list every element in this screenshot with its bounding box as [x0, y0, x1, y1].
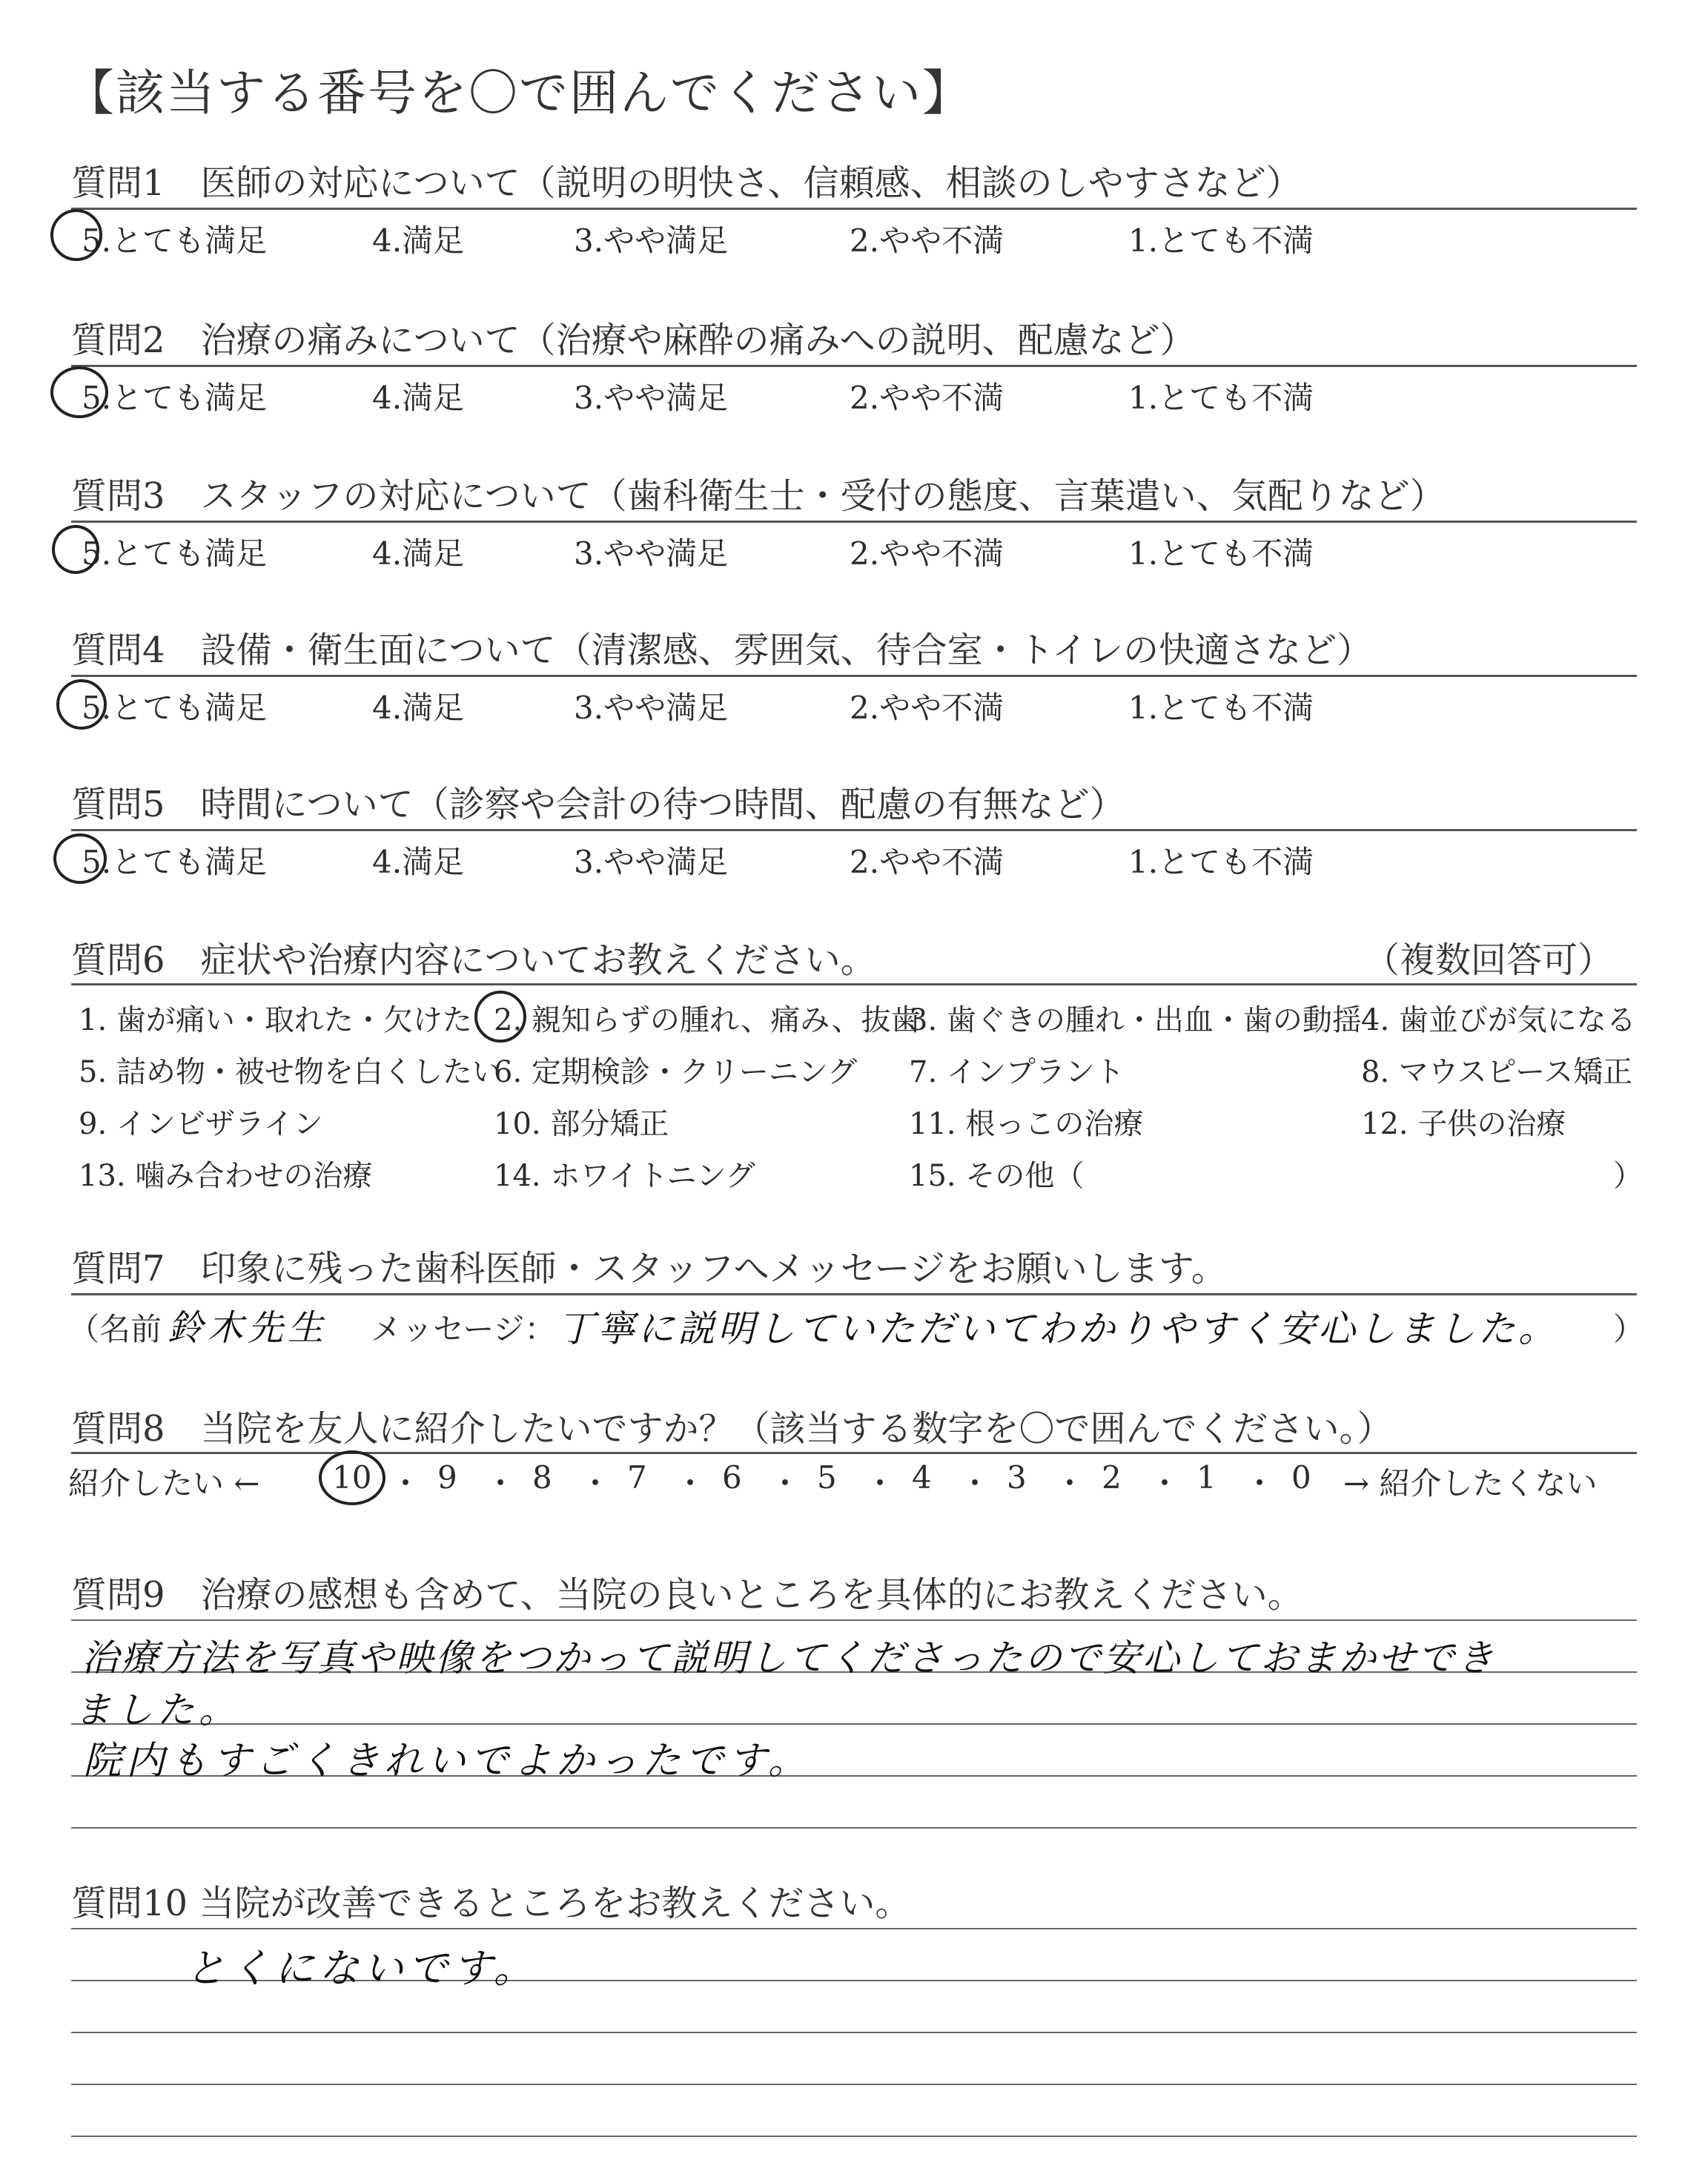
q4-selected-circle	[56, 679, 107, 730]
q5-option-5[interactable]: 5.とても満足	[82, 844, 268, 880]
question-8-rule	[71, 1452, 1637, 1454]
q8-separator: ・	[769, 1465, 801, 1502]
q6-item-2[interactable]: 2. 親知らずの腫れ、痛み、抜歯	[494, 1003, 921, 1037]
q2-option-1[interactable]: 1.とても不満	[1128, 380, 1314, 416]
q9-answer-line-3[interactable]: 院内もすごくきれいでよかったです。	[83, 1739, 811, 1783]
q3-option-4[interactable]: 4.満足	[372, 535, 465, 572]
question-6-note: （複数回答可）	[1364, 939, 1614, 981]
q5-option-4[interactable]: 4.満足	[372, 844, 465, 880]
question-3-label: 質問3 スタッフの対応について（歯科衛生士・受付の態度、言葉遣い、気配りなど）	[71, 475, 1446, 517]
q8-separator: ・	[1244, 1465, 1276, 1502]
q4-option-2[interactable]: 2.やや不満	[850, 690, 1004, 726]
q1-selected-circle	[50, 209, 102, 261]
q10-line-5	[71, 2136, 1637, 2137]
q7-close-paren: ）	[1613, 1311, 1645, 1347]
question-6-rule	[71, 983, 1637, 985]
q8-value-3[interactable]: 3	[1007, 1459, 1027, 1496]
q6-item-9[interactable]: 9. インビザライン	[79, 1107, 323, 1141]
q6-item-3[interactable]: 3. 歯ぐきの腫れ・出血・歯の動揺	[909, 1003, 1362, 1037]
q7-message-label: メッセージ：	[371, 1311, 556, 1347]
question-5-rule	[71, 829, 1637, 831]
q1-option-4[interactable]: 4.満足	[372, 222, 465, 259]
q2-option-4[interactable]: 4.満足	[372, 380, 465, 416]
q4-option-3[interactable]: 3.やや満足	[574, 690, 729, 726]
question-5-label: 質問5 時間について（診察や会計の待つ時間、配慮の有無など）	[71, 784, 1125, 825]
q1-option-3[interactable]: 3.やや満足	[574, 222, 729, 259]
q8-value-2[interactable]: 2	[1102, 1459, 1122, 1496]
q2-option-2[interactable]: 2.やや不満	[850, 380, 1004, 416]
q9-line-3	[71, 1723, 1637, 1725]
question-3-rule	[71, 521, 1637, 523]
q8-value-7[interactable]: 7	[627, 1459, 647, 1496]
q8-separator: ・	[675, 1465, 706, 1502]
q10-line-4	[71, 2084, 1637, 2085]
q8-separator: ・	[390, 1465, 422, 1502]
q6-item-6[interactable]: 6. 定期検診・クリーニング	[494, 1055, 858, 1089]
q6-item-7[interactable]: 7. インプラント	[909, 1055, 1125, 1089]
page-title: 【該当する番号を〇で囲んでください】	[65, 65, 973, 122]
q8-separator: ・	[580, 1465, 612, 1502]
q7-name-label: （名前	[68, 1311, 162, 1347]
q9-answer-line-2[interactable]: ました。	[74, 1688, 240, 1731]
q8-right-label: → 紹介したくない	[1343, 1465, 1598, 1502]
q2-option-5[interactable]: 5.とても満足	[82, 380, 268, 416]
question-7-label: 質問7 印象に残った歯科医師・スタッフへメッセージをお願いします。	[71, 1248, 1227, 1289]
q6-item-10[interactable]: 10. 部分矯正	[494, 1107, 669, 1141]
q5-selected-circle	[53, 833, 107, 884]
q8-value-1[interactable]: 1	[1196, 1459, 1217, 1496]
q10-line-3	[71, 2032, 1637, 2033]
q8-separator: ・	[1054, 1465, 1086, 1502]
q10-answer-line-1[interactable]: とくにないです。	[185, 1945, 538, 1992]
q1-option-1[interactable]: 1.とても不満	[1128, 222, 1314, 259]
q6-selected-circle	[474, 991, 526, 1043]
q3-selected-circle	[52, 525, 99, 574]
q8-value-4[interactable]: 4	[912, 1459, 932, 1496]
question-1-label: 質問1 医師の対応について（説明の明快さ、信頼感、相談のしやすさなど）	[71, 162, 1302, 204]
question-6-options	[71, 997, 1643, 1204]
question-4-rule	[71, 675, 1637, 677]
q6-item-11[interactable]: 11. 根っこの治療	[909, 1107, 1144, 1141]
q8-separator: ・	[1149, 1465, 1181, 1502]
q7-name-value[interactable]: 鈴木先生	[168, 1307, 328, 1349]
q3-option-5[interactable]: 5.とても満足	[82, 535, 268, 572]
q8-value-8[interactable]: 8	[532, 1459, 552, 1496]
question-1-rule	[71, 208, 1637, 210]
q3-option-2[interactable]: 2.やや不満	[850, 535, 1004, 572]
q6-item-14[interactable]: 14. ホワイトニング	[494, 1159, 755, 1193]
q8-value-5[interactable]: 5	[817, 1459, 837, 1496]
q6-item-1[interactable]: 1. 歯が痛い・取れた・欠けた	[79, 1003, 472, 1037]
q7-message-value[interactable]: 丁寧に説明していただいてわかりやすく安心しました。	[557, 1307, 1558, 1350]
q4-option-5[interactable]: 5.とても満足	[82, 690, 268, 726]
question-6-label: 質問6 症状や治療内容についてお教えください。	[71, 939, 876, 981]
q2-option-3[interactable]: 3.やや満足	[574, 380, 729, 416]
q10-line-1	[71, 1928, 1637, 1929]
q8-scale	[68, 1459, 1640, 1504]
q2-selected-circle	[50, 366, 108, 418]
q4-option-4[interactable]: 4.満足	[372, 690, 465, 726]
q3-option-3[interactable]: 3.やや満足	[574, 535, 729, 572]
q6-item-12[interactable]: 12. 子供の治療	[1361, 1107, 1566, 1141]
question-2-rule	[71, 365, 1637, 367]
q6-item-4[interactable]: 4. 歯並びが気になる	[1361, 1003, 1636, 1037]
q4-option-1[interactable]: 1.とても不満	[1128, 690, 1314, 726]
q6-item-15-close: ）	[1613, 1159, 1643, 1193]
q5-option-3[interactable]: 3.やや満足	[574, 844, 729, 880]
question-8-label: 質問8 当院を友人に紹介したいですか？（該当する数字を〇で囲んでください。）	[71, 1408, 1393, 1450]
q8-separator: ・	[485, 1465, 517, 1502]
q9-answer-line-1[interactable]: 治療方法を写真や映像をつかって説明してくださったので安心しておまかせでき	[82, 1636, 1496, 1680]
q8-separator: ・	[864, 1465, 896, 1502]
q5-option-2[interactable]: 2.やや不満	[850, 844, 1004, 880]
q1-option-2[interactable]: 2.やや不満	[850, 222, 1004, 259]
q8-value-9[interactable]: 9	[437, 1459, 457, 1496]
q8-value-0[interactable]: 0	[1291, 1459, 1311, 1496]
q5-option-1[interactable]: 1.とても不満	[1128, 844, 1314, 880]
q6-item-15[interactable]: 15. その他（	[909, 1159, 1085, 1193]
q8-separator: ・	[959, 1465, 991, 1502]
question-9-label: 質問9 治療の感想も含めて、当院の良いところを具体的にお教えください。	[71, 1574, 1303, 1616]
q6-item-13[interactable]: 13. 噛み合わせの治療	[79, 1159, 373, 1193]
q1-option-5[interactable]: 5.とても満足	[82, 222, 268, 259]
q6-item-5[interactable]: 5. 詰め物・被せ物を白くしたい	[79, 1055, 502, 1089]
question-4-label: 質問4 設備・衛生面について（清潔感、雰囲気、待合室・トイレの快適さなど）	[71, 630, 1373, 671]
q8-value-10[interactable]: 10	[332, 1459, 372, 1496]
q9-line-1	[71, 1619, 1637, 1621]
q8-selected-circle	[319, 1450, 385, 1505]
q3-option-1[interactable]: 1.とても不満	[1128, 535, 1314, 572]
question-7-rule	[71, 1293, 1637, 1295]
q9-line-5	[71, 1827, 1637, 1829]
q8-left-label: 紹介したい ←	[68, 1465, 260, 1502]
q8-value-6[interactable]: 6	[722, 1459, 742, 1496]
question-2-label: 質問2 治療の痛みについて（治療や麻酔の痛みへの説明、配慮など）	[71, 320, 1196, 361]
question-10-label: 質問10 当院が改善できるところをお教えください。	[71, 1883, 911, 1924]
q6-item-8[interactable]: 8. マウスピース矯正	[1361, 1055, 1633, 1089]
